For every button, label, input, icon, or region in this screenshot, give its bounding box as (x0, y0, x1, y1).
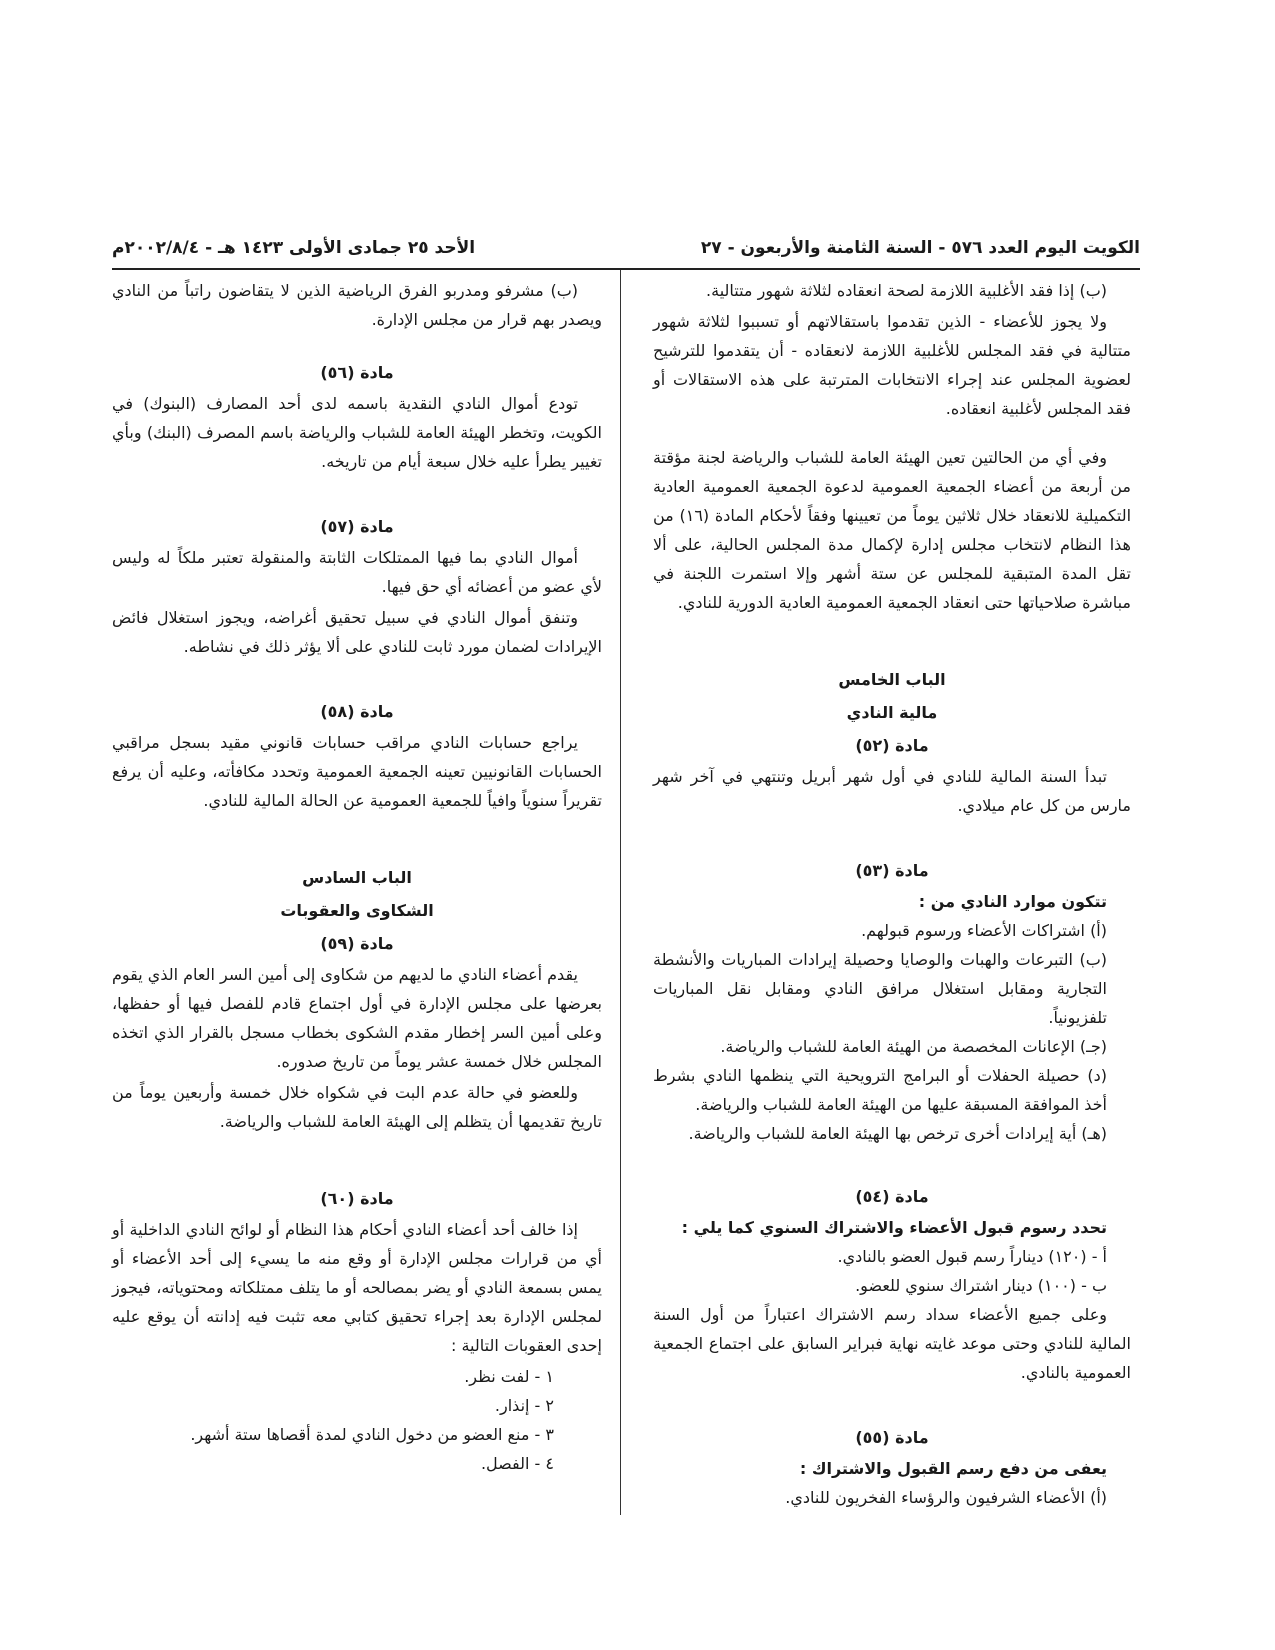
article-lead: تحدد رسوم قبول الأعضاء والاشتراك السنوي كما يلي : (681, 1218, 1107, 1237)
list-item: (أ) اشتراكات الأعضاء ورسوم قبولهم. (861, 921, 1107, 940)
list-item: (د) حصيلة الحفلات أو البرامج الترويحية التي ينظمها النادي بشرط أخذ الموافقة المسبقة عليها من الهيئة العامة للشباب والرياضة. (653, 1066, 1107, 1114)
article-lead: تتكون موارد النادي من : (918, 892, 1107, 911)
list-item: (جـ) الإعانات المخصصة من الهيئة العامة للشباب والرياضة. (720, 1037, 1107, 1056)
paragraph: يقدم أعضاء النادي ما لديهم من شكاوى إلى أمين السر العام الذي يقوم بعرضها على مجلس الإدارة في أول اجتماع قادم للفصل فيها أو حفظها، وعلى أمين السر إخطار مقدم الشكوى بخطاب مسجل بالقرار الذي اتخذه المجلس خلال خمسة عشر يوماً من تاريخ صدوره. (111, 965, 602, 1071)
paragraph: تبدأ السنة المالية للنادي في أول شهر أبريل وتنتهي في آخر شهر مارس من كل عام ميلادي. (653, 767, 1131, 815)
page-header (112, 238, 1140, 270)
paragraph: وعلى جميع الأعضاء سداد رسم الاشتراك اعتباراً من أول السنة المالية للنادي وحتى موعد غايته نهاية فبراير السابق على اجتماع الجمعية العمومية بالنادي. (653, 1305, 1131, 1382)
left-column (112, 276, 602, 1478)
list-item: (ب) التبرعات والهبات والوصايا وحصيلة إيرادات المباريات والأنشطة التجارية ومقابل استغلال مرافق النادي ومقابل نقل المباريات تلفزيونياً. (653, 950, 1107, 1027)
paragraph: وتنفق أموال النادي في سبيل تحقيق أغراضه، ويجوز استغلال فائض الإيرادات لضمان مورد ثابت للنادي على ألا يؤثر ذلك في نشاطه. (112, 608, 602, 656)
paragraph: ولا يجوز للأعضاء - الذين تقدموا باستقالاتهم أو تسببوا لثلاثة شهور متتالية في فقد المجلس للأغلبية اللازمة لانعقاده - أن يتقدموا للترشيح لعضوية المجلس عند إجراء الانتخابات المترتبة على هذه الاستقالات أو فقد المجلس لأغلبية انعقاده. (653, 312, 1131, 418)
paragraph: (ب) إذا فقد الأغلبية اللازمة لصحة انعقاده لثلاثة شهور متتالية. (706, 281, 1107, 300)
list-item: ١ - لفت نظر. (464, 1367, 554, 1386)
list-item: ٣ - منع العضو من دخول النادي لمدة أقصاها ستة أشهر. (190, 1425, 554, 1444)
article-heading: مادة (٥٥) (855, 1428, 929, 1447)
article-heading: مادة (٦٠) (320, 1189, 394, 1208)
article-heading: مادة (٥٤) (855, 1187, 929, 1206)
article-heading: مادة (٥٩) (320, 934, 394, 953)
paragraph: أموال النادي بما فيها الممتلكات الثابتة والمنقولة تعتبر ملكاً له وليس لأي عضو من أعضائه أي حق فيها. (112, 548, 602, 596)
paragraph: يراجع حسابات النادي مراقب حسابات قانوني مقيد بسجل مراقبي الحسابات القانونيين تعينه الجمعية العمومية وتحدد مكافأته، وعليه أن يرفع تقريراً سنوياً وافياً للجمعية العمومية عن الحالة المالية للنادي. (112, 733, 602, 810)
article-heading: مادة (٥٨) (320, 702, 394, 721)
list-item: (هـ) أية إيرادات أخرى ترخص بها الهيئة العامة للشباب والرياضة. (688, 1124, 1107, 1143)
chapter-heading: الباب الخامس (838, 670, 946, 689)
list-item: ٤ - الفصل. (480, 1454, 554, 1473)
paragraph: (ب) مشرفو ومدربو الفرق الرياضية الذين لا يتقاضون راتباً من النادي ويصدر بهم قرار من مجلس الإدارة. (112, 281, 602, 329)
paragraph: إذا خالف أحد أعضاء النادي أحكام هذا النظام أو لوائح النادي الداخلية أو أي من قرارات مجلس الإدارة أو وقع منه ما يسيء إلى أحد الأعضاء أو يمس بسمعة النادي أو يضر بمصالحه أو ما يتلف ممتلكاته ومحتوياته، فيجوز لمجلس الإدارة بعد إجراء تحقيق كتابي معه تثبت فيه إدانته أن يوقع عليه إحدى العقوبات التالية : (112, 1220, 602, 1355)
chapter-title: مالية النادي (846, 703, 938, 722)
header-issue-info: الكويت اليوم العدد ٥٧٦ - السنة الثامنة والأربعون - ٢٧ (700, 238, 1140, 258)
chapter-heading: الباب السادس (302, 868, 412, 887)
article-lead: يعفى من دفع رسم القبول والاشتراك : (799, 1459, 1107, 1478)
list-item: ب - (١٠٠) دينار اشتراك سنوي للعضو. (855, 1276, 1107, 1295)
right-column (653, 276, 1131, 1512)
article-heading: مادة (٥٦) (320, 363, 394, 382)
paragraph: وفي أي من الحالتين تعين الهيئة العامة للشباب والرياضة لجنة مؤقتة من أربعة من أعضاء الجمعية العمومية لدعوة الجمعية العمومية العادية التكميلية للانعقاد خلال ثلاثين يوماً من تعيينها وفقاً لأحكام المادة (١٦) من هذا النظام لانتخاب مجلس إدارة لإكمال مدة المجلس الحالية، على ألا تقل المدة المتبقية للمجلس عن ستة أشهر وإلا استمرت اللجنة في مباشرة صلاحياتها حتى انعقاد الجمعية العمومية العادية الدورية للنادي. (653, 448, 1132, 612)
list-item: أ - (١٢٠) ديناراً رسم قبول العضو بالنادي. (837, 1247, 1107, 1266)
header-date: الأحد ٢٥ جمادى الأولى ١٤٢٣ هـ - ٢٠٠٢/٨/٤م (112, 238, 476, 258)
article-heading: مادة (٥٢) (855, 736, 929, 755)
column-divider (620, 270, 621, 1515)
paragraph: تودع أموال النادي النقدية باسمه لدى أحد المصارف (البنوك) في الكويت، وتخطر الهيئة العامة للشباب والرياضة باسم المصرف (البنك) وبأي تغيير يطرأ عليه خلال سبعة أيام من تاريخه. (112, 394, 602, 471)
article-heading: مادة (٥٣) (855, 861, 929, 880)
paragraph: وللعضو في حالة عدم البت في شكواه خلال خمسة وأربعين يوماً من تاريخ تقديمها أن يتظلم إلى الهيئة العامة للشباب والرياضة. (112, 1083, 602, 1131)
chapter-title: الشكاوى والعقوبات (280, 901, 434, 920)
list-item: (أ) الأعضاء الشرفيون والرؤساء الفخريون للنادي. (785, 1488, 1107, 1507)
article-heading: مادة (٥٧) (320, 517, 394, 536)
list-item: ٢ - إنذار. (494, 1396, 554, 1415)
